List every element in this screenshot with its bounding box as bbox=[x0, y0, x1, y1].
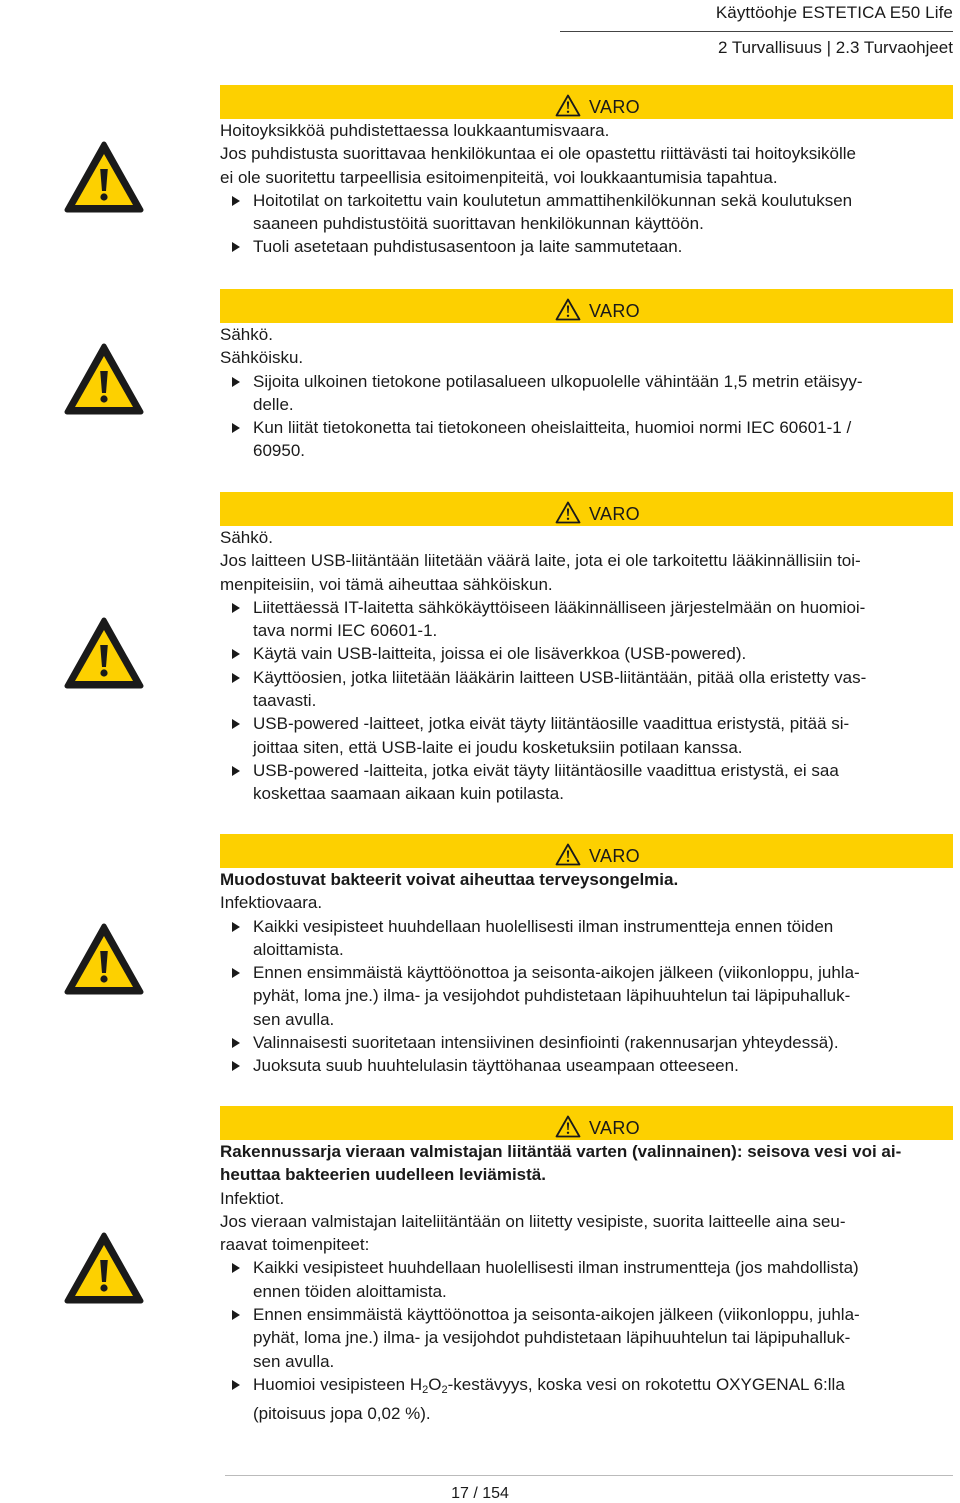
warning-content bbox=[220, 289, 953, 463]
line-text: koskettaa saamaan aikaan kuin potilasta. bbox=[253, 784, 564, 804]
hazard-text bbox=[220, 119, 953, 142]
instruction-item bbox=[220, 235, 953, 258]
line-text: tava normi IEC 60601-1. bbox=[253, 621, 438, 641]
hazard-text bbox=[220, 1233, 953, 1256]
line-text: Rakennussarja vieraan valmistajan liitäntää varten (valinnainen): seisova vesi voi ai- bbox=[220, 1142, 902, 1161]
line-text: USB-powered -laitteita, jotka eivät täyty liitäntäosille vaadittua eristystä, ei saa bbox=[253, 760, 839, 780]
bullet-arrow-icon bbox=[232, 377, 240, 387]
line-text: Juoksuta suub huuhtelulasin täyttöhanaa useampaan otteeseen. bbox=[253, 1056, 739, 1076]
warning-triangle-icon bbox=[64, 923, 144, 995]
line-text: Muodostuvat bakteerit voivat aiheuttaa terveysongelmia. bbox=[220, 870, 679, 889]
line-text: Hoitoyksikköä puhdistettaessa loukkaantumisvaara. bbox=[220, 121, 610, 140]
warning-content bbox=[220, 834, 953, 1078]
line-text: Hoitotilat on tarkoitettu vain koulutetun ammattihenkilökunnan sekä koulutuksen bbox=[253, 190, 853, 210]
signal-word-bar bbox=[220, 1106, 953, 1140]
instruction-text-part: -kestävyys, koska vesi on rokotettu OXYGENAL 6:lla bbox=[447, 1374, 845, 1394]
line-text: (pitoisuus jopa 0,02 %). bbox=[253, 1404, 431, 1424]
instruction-item bbox=[220, 1256, 953, 1279]
hazard-text bbox=[220, 142, 953, 165]
instruction-continuation bbox=[220, 619, 953, 642]
line-text: Ennen ensimmäistä käyttöönottoa ja seisonta-aikojen jälkeen (viikonloppu, juhla- bbox=[253, 963, 860, 983]
signal-word: VARO bbox=[589, 301, 640, 321]
header-divider bbox=[560, 31, 953, 32]
line-text: sen avulla. bbox=[253, 1009, 335, 1029]
line-text: pyhät, loma jne.) ilma- ja vesijohdot puhdistetaan läpihuuhtelun tai läpipuhalluk- bbox=[253, 986, 851, 1006]
hazard-text bbox=[220, 323, 953, 346]
warning-triangle-icon bbox=[64, 141, 144, 213]
signal-word: VARO bbox=[589, 504, 640, 524]
line-text: Infektiot. bbox=[220, 1188, 285, 1208]
instruction-continuation bbox=[220, 1008, 953, 1031]
instruction-text-part: O bbox=[428, 1374, 442, 1394]
line-text: Käytä vain USB-laitteita, joissa ei ole lisäverkkoa (USB-powered). bbox=[253, 644, 747, 664]
signal-word: VARO bbox=[589, 97, 640, 117]
signal-word-bar bbox=[220, 834, 953, 868]
line-text: Kaikki vesipisteet huuhdellaan huolellisesti ilman instrumentteja ennen töiden bbox=[253, 916, 834, 936]
line-text: Kun liität tietokonetta tai tietokoneen oheislaitteita, huomioi normi IEC 60601-1 / bbox=[253, 418, 852, 438]
line-text: sen avulla. bbox=[253, 1351, 335, 1371]
warning-content bbox=[220, 85, 953, 259]
bullet-arrow-icon bbox=[232, 922, 240, 932]
instruction-item bbox=[220, 1031, 953, 1054]
instruction-item bbox=[220, 915, 953, 938]
caution-small-icon bbox=[555, 843, 581, 866]
instruction-item bbox=[220, 416, 953, 439]
signal-word-bar bbox=[220, 492, 953, 526]
instruction-item bbox=[220, 1054, 953, 1077]
line-text: menpiteisiin, voi tämä aiheuttaa sähköiskun. bbox=[220, 574, 553, 594]
warning-content bbox=[220, 492, 953, 806]
instruction-continuation bbox=[220, 212, 953, 235]
line-text: Käyttöosien, jotka liitetään lääkärin laitteen USB-liitäntään, pitää olla eristetty vas- bbox=[253, 667, 867, 687]
instruction-item bbox=[220, 712, 953, 735]
bullet-arrow-icon bbox=[232, 673, 240, 683]
caution-small-icon bbox=[555, 501, 581, 524]
instruction-continuation bbox=[220, 736, 953, 759]
line-text: joittaa siten, että USB-laite ei joudu kosketuksiin potilaan kanssa. bbox=[253, 737, 743, 757]
bullet-arrow-icon bbox=[232, 423, 240, 433]
footer-divider bbox=[225, 1475, 953, 1476]
bullet-arrow-icon bbox=[232, 766, 240, 776]
bullet-arrow-icon bbox=[232, 719, 240, 729]
line-text: Sähkö. bbox=[220, 528, 273, 547]
line-text: Valinnaisesti suoritetaan intensiivinen desinfiointi (rakennusarjan yhteydessä). bbox=[253, 1033, 839, 1053]
caution-small-icon bbox=[555, 1115, 581, 1138]
instruction-text-part: 2 bbox=[441, 1383, 448, 1396]
bullet-arrow-icon bbox=[232, 1380, 240, 1390]
warning-triangle-icon bbox=[64, 1232, 144, 1304]
line-text: raavat toimenpiteet: bbox=[220, 1235, 370, 1255]
line-text: taavasti. bbox=[253, 691, 317, 711]
line-text: Kaikki vesipisteet huuhdellaan huolellisesti ilman instrumentteja (jos mahdollista) bbox=[253, 1258, 859, 1278]
hazard-text bbox=[220, 166, 953, 189]
hazard-text bbox=[220, 1210, 953, 1233]
signal-word: VARO bbox=[589, 1118, 640, 1138]
manual-title: Käyttöohje ESTETICA E50 Life bbox=[715, 3, 953, 22]
instruction-text-part: Huomioi vesipisteen H bbox=[253, 1374, 423, 1394]
line-text: delle. bbox=[253, 394, 294, 414]
hazard-text bbox=[220, 1187, 953, 1210]
bullet-arrow-icon bbox=[232, 1038, 240, 1048]
instruction-continuation bbox=[220, 1326, 953, 1349]
instruction-continuation bbox=[220, 439, 953, 462]
instruction-text-part: 2 bbox=[422, 1383, 429, 1396]
line-text: aloittamista. bbox=[253, 939, 344, 959]
section-path: 2 Turvallisuus | 2.3 Turvaohjeet bbox=[718, 38, 953, 57]
instruction-item bbox=[220, 961, 953, 984]
hazard-text bbox=[220, 346, 953, 369]
bullet-arrow-icon bbox=[232, 1263, 240, 1273]
line-text: ennen töiden aloittamista. bbox=[253, 1281, 447, 1301]
signal-word-bar bbox=[220, 85, 953, 119]
instruction-item bbox=[220, 189, 953, 212]
line-text: Ennen ensimmäistä käyttöönottoa ja seisonta-aikojen jälkeen (viikonloppu, juhla- bbox=[253, 1305, 860, 1325]
signal-word-bar bbox=[220, 289, 953, 323]
hazard-text bbox=[220, 891, 953, 914]
instruction-item bbox=[220, 759, 953, 782]
instruction-continuation bbox=[220, 1280, 953, 1303]
hazard-text bbox=[220, 526, 953, 549]
bullet-arrow-icon bbox=[232, 968, 240, 978]
line-text: saaneen puhdistustöitä suorittavan henkilökunnan käyttöön. bbox=[253, 214, 704, 234]
instruction-continuation bbox=[220, 1402, 953, 1425]
instruction-item bbox=[220, 1303, 953, 1326]
instruction-item bbox=[220, 642, 953, 665]
hazard-text bbox=[220, 573, 953, 596]
page-number bbox=[0, 1485, 960, 1503]
bullet-arrow-icon bbox=[232, 242, 240, 252]
line-text: USB-powered -laitteet, jotka eivät täyty liitäntäosille vaadittua eristystä, pitää si- bbox=[253, 714, 850, 734]
instruction-continuation bbox=[220, 689, 953, 712]
instruction-item bbox=[220, 666, 953, 689]
line-text: Liitettäessä IT-laitetta sähkökäyttöiseen lääkinnälliseen järjestelmään on huomioi- bbox=[253, 597, 866, 617]
line-text: 60950. bbox=[253, 441, 305, 461]
instruction-item bbox=[220, 370, 953, 393]
caution-small-icon bbox=[555, 298, 581, 321]
bullet-arrow-icon bbox=[232, 649, 240, 659]
caution-small-icon bbox=[555, 94, 581, 117]
line-text: Sähkö. bbox=[220, 325, 273, 344]
hazard-title bbox=[220, 1163, 953, 1186]
line-text: Jos vieraan valmistajan laiteliitäntään on liitetty vesipiste, suorita laitteelle aina seu- bbox=[220, 1211, 846, 1231]
signal-word: VARO bbox=[589, 846, 640, 866]
warning-triangle-icon bbox=[64, 617, 144, 689]
line-text: Infektiovaara. bbox=[220, 893, 323, 913]
instruction-continuation bbox=[220, 782, 953, 805]
page-number-text: 17 / 154 bbox=[451, 1485, 509, 1502]
bullet-arrow-icon bbox=[232, 1310, 240, 1320]
warning-content bbox=[220, 1106, 953, 1426]
line-text: ei ole suoritettu tarpeellisia esitoimenpiteitä, voi loukkaantumisia tapahtua. bbox=[220, 167, 778, 187]
hazard-title bbox=[220, 1140, 953, 1163]
instruction-item bbox=[220, 1373, 953, 1402]
bullet-arrow-icon bbox=[232, 603, 240, 613]
line-text: Tuoli asetetaan puhdistusasentoon ja laite sammutetaan. bbox=[253, 237, 683, 257]
line-text: Sähköisku. bbox=[220, 348, 304, 368]
instruction-continuation bbox=[220, 393, 953, 416]
line-text: Jos puhdistusta suorittavaa henkilökuntaa ei ole opastettu riittävästi tai hoitoyksikölle bbox=[220, 144, 856, 164]
bullet-arrow-icon bbox=[232, 196, 240, 206]
instruction-continuation bbox=[220, 984, 953, 1007]
hazard-text bbox=[220, 549, 953, 572]
instruction-item bbox=[220, 596, 953, 619]
hazard-title bbox=[220, 868, 953, 891]
line-text: heuttaa bakteerien uudelleen leviämistä. bbox=[220, 1165, 546, 1185]
instruction-continuation bbox=[220, 1350, 953, 1373]
warning-triangle-icon bbox=[64, 343, 144, 415]
line-text: Sijoita ulkoinen tietokone potilasalueen ulkopuolelle vähintään 1,5 metrin etäisyy- bbox=[253, 371, 863, 391]
line-text: pyhät, loma jne.) ilma- ja vesijohdot puhdistetaan läpihuuhtelun tai läpipuhalluk- bbox=[253, 1328, 851, 1348]
instruction-continuation bbox=[220, 938, 953, 961]
line-text: Jos laitteen USB-liitäntään liitetään väärä laite, jota ei ole tarkoitettu lääkinnällisiin toi- bbox=[220, 551, 861, 571]
bullet-arrow-icon bbox=[232, 1061, 240, 1071]
